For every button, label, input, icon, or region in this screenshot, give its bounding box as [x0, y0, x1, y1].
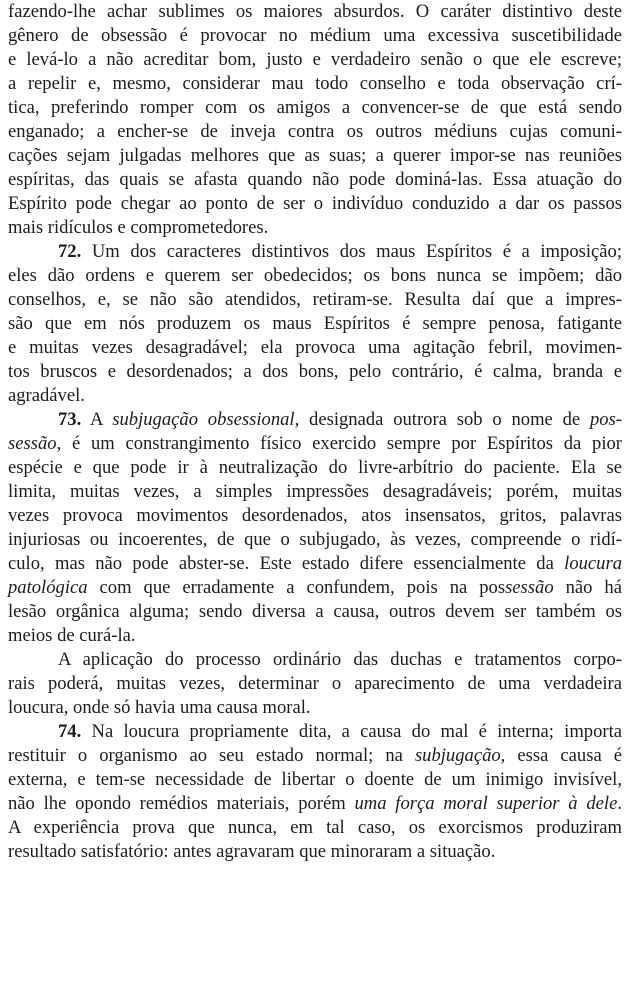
- text-line: conselhos, e, se não são atendidos, retiram-se. Resulta daí que a impres-: [8, 289, 622, 310]
- text-line: e levá-lo a não acreditar bom, justo e verdadeiro senão o que ele escreve;: [8, 49, 622, 70]
- text-line: agradável.: [8, 385, 85, 406]
- text-line: mais ridículos e comprometedores.: [8, 217, 269, 238]
- text-line: e muitas vezes desagradável; ela provoca uma agitação febril, movimen-: [8, 337, 622, 358]
- text-line: Espírito pode chegar ao ponto de ser o indivíduo conduzido a dar os passos: [8, 193, 622, 214]
- text-line: eles dão ordens e querem ser obedecidos; os bons nunca se impõem; dão: [8, 265, 622, 286]
- text-line: A aplicação do processo ordinário das duchas e tratamentos corpo-: [58, 649, 622, 670]
- text-line: Na loucura propriamente dita, a causa do mal é interna; importa: [91, 721, 623, 742]
- text-line: são que em nós produzem os maus Espíritos é sempre penosa, fatigante: [8, 313, 622, 334]
- text-line: gênero de obsessão é provocar no médium uma excessiva suscetibilidade: [8, 25, 622, 46]
- text-line: loucura, onde só havia uma causa moral.: [8, 697, 311, 718]
- text-line: vezes provoca movimentos desordenados, atos insensatos, gritos, palavras: [8, 505, 622, 526]
- text-line: injuriosas ou incoerentes, de que o subjugado, às vezes, compreende o ridí-: [8, 529, 622, 550]
- paragraph-73-first-line: [58, 408, 622, 432]
- text-line: tica, preferindo romper com os amigos a convencer-se de que está sendo: [8, 97, 622, 118]
- text-line: não lhe opondo remédios materiais, porém uma força moral superior à dele.: [8, 793, 623, 814]
- text-line: Um dos caracteres distintivos dos maus Espíritos é a imposição;: [91, 241, 622, 262]
- paragraph-number: 72.: [58, 241, 82, 262]
- text-line: externa, e tem-se necessidade de libertar o doente de um inimigo invisível,: [8, 769, 622, 790]
- text-line: fazendo-lhe achar sublimes os maiores absurdos. O caráter distintivo deste: [8, 1, 622, 22]
- text-line: rais poderá, muitas vezes, determinar o aparecimento de uma verdadeira: [8, 673, 622, 694]
- text-line: cações sejam julgadas melhores que as suas; a querer impor-se nas reuniões: [8, 145, 622, 166]
- text-line: patológica com que erradamente a confundem, pois na possessão não há: [8, 577, 622, 598]
- text-line: restituir o organismo ao seu estado normal; na subjugação, essa causa é: [8, 745, 622, 766]
- text-line: lesão orgânica alguma; sendo diversa a causa, outros devem ser também os: [8, 601, 622, 622]
- text-line: sessão, é um constrangimento físico exercido sempre por Espíritos da pior: [8, 433, 622, 454]
- text-line: meios de curá-la.: [8, 625, 136, 646]
- text-line: limita, muitas vezes, a simples impressões desagradáveis; porém, muitas: [8, 481, 622, 502]
- text-line: a repelir e, mesmo, considerar mau todo conselho e toda observação crí-: [8, 73, 622, 94]
- text-line: espécie e que pode ir à neutralização do livre-arbítrio do paciente. Ela se: [8, 457, 622, 478]
- paragraph-number: 73.: [58, 409, 82, 430]
- paragraph-74-first-line: [58, 720, 622, 744]
- text-line: enganado; a encher-se de inveja contra os outros médiuns cujas comuni-: [8, 121, 622, 142]
- paragraph-72-first-line: [58, 240, 622, 264]
- text-line: espíritas, das quais se afasta quando não pode dominá-las. Essa atuação do: [8, 169, 622, 190]
- text-line: culo, mas não pode abster-se. Este estado difere essencialmente da loucura: [8, 553, 622, 574]
- paragraph-number: 74.: [58, 721, 82, 742]
- text-line: tos bruscos e desordenados; a dos bons, pelo contrário, é calma, branda e: [8, 361, 622, 382]
- text-line: resultado satisfatório: antes agravaram que minoraram a situação.: [8, 841, 496, 862]
- text-line: A experiência prova que nunca, em tal caso, os exorcismos produziram: [8, 817, 622, 838]
- text-line: A subjugação obsessional, designada outrora sob o nome de pos-: [90, 409, 622, 430]
